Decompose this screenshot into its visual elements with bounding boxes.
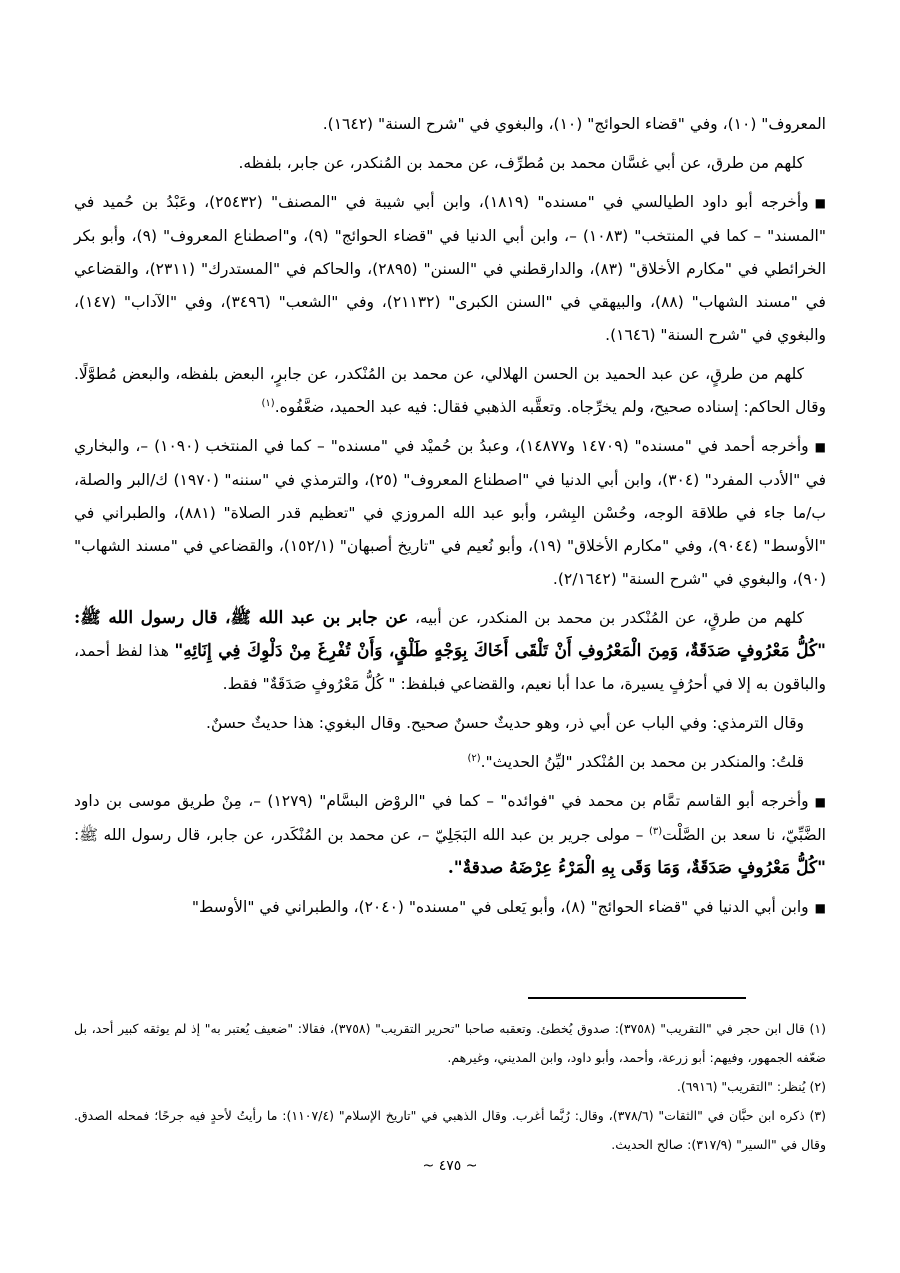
paragraph-9: ■وأخرجه أبو القاسم تمَّام بن محمد في "فوائده" – كما في "الروْض البسَّام" (١٢٧٩) –، مِنْ طريق موسى بن داود الضَّبِّيّ، نا سعد بن الصَّلْت$^{(٣)}$ – مولى جرير بن عبد الله البَجَلِيّ –، عن محمد بن المُنْكَدر، عن جابر، قال رسول الله ﷺ: "كُلُّ مَعْرُوفٍ صَدَقَةٌ، وَمَا وَقَى بِهِ الْمَرْءُ عِرْضَهُ صدقةٌ".: [74, 785, 826, 885]
footnote-3: (٣) ذكره ابن حبَّان في "الثقات" (٣٧٨/٦)، وقال: رُبَّما أغرب. وقال الذهبي في "تاريخ الإسلام" (١١٠٧/٤): ما رأيتُ لأحدٍ فيه جرحًا؛ فمحله الصدق. وقال في "السير" (٣١٧/٩): صالح الحديث.: [74, 1108, 826, 1152]
page-number: ~ ٤٧٥ ~: [422, 1158, 478, 1174]
footnote-1: (١) قال ابن حجر في "التقريب" (٣٧٥٨): صدوق يُخطئ. وتعقبه صاحبا "تحرير التقريب" (٣٧٥٨)، فقالا: "ضعيف يُعتبر به" إذ لم يوثقه كبير أحد، بل ضعّفه الجمهور، وفيهم: أبو زرعة، وأحمد، وأبو داود، وابن المديني، وغيرهم.: [74, 1021, 826, 1065]
paragraph-2: كلهم من طرق، عن أبي غسَّان محمد بن مُطرِّف، عن محمد بن المُنكدر، عن جابر، بلفظه.: [238, 154, 804, 172]
footnote-2: (٢) يُنظر: "التقريب" (٦٩١٦).: [676, 1079, 826, 1094]
footnotes: [74, 1014, 826, 1159]
paragraph-5: ■وأخرجه أحمد في "مسنده" (١٤٧٠٩ و١٤٨٧٧)، وعبدُ بن حُميْد في "مسنده" – كما في المنتخب (١٠٩٠) –، والبخاري في "الأدب المفرد" (٣٠٤)، وابن أبي الدنيا في "اصطناع المعروف" (٢٥)، والترمذي في "سننه" (١٩٧٠) ك/البر والصلة، ب/ما جاء في طلاقة الوجه، وحُسْن البِشر، وأبو عبد الله المروزي في "تعظيم قدر الصلاة" (٨٨١)، والطبراني في "الأوسط" (٩٠٤٤)، وفي "مكارم الأخلاق" (١٩)، وأبو نُعيم في "تاريخ أصبهان" (١٥٢/١)، والقضاعي في "مسند الشهاب" (٩٠)، والبغوي في "شرح السنة" (٢/١٦٤٢).: [74, 430, 826, 596]
footnote-ref-3[interactable]: (٣): [648, 825, 663, 837]
hadith-text: عن جابر بن عبد الله ﷺ، قال رسول الله ﷺ: "كُلُّ مَعْرُوفٍ صَدَقَةٌ، وَمِنَ الْمَعْرُوفِ أَنْ تَلْقَى أَخَاكَ بِوَجْهٍ طَلْقٍ، وَأَنْ تُفْرِغَ مِنْ دَلْوِكَ فِي إِنَائِهِ": [74, 608, 826, 661]
paragraph-7: وقال الترمذي: وفي الباب عن أبي ذر، وهو حديثٌ حسنٌ صحيح. وقال البغوي: هذا حديثٌ حسنٌ.: [206, 714, 804, 732]
footnote-ref-2[interactable]: (٢): [467, 752, 481, 764]
bullet-icon: ■: [814, 901, 826, 915]
main-text: [74, 108, 826, 931]
footnote-divider: [528, 997, 746, 999]
paragraph-8: قلتُ: والمنكدر بن محمد بن المُنْكدر "ليِّنُ الحديث".$^{(٢)}$: [467, 752, 804, 771]
hadith-text: "كُلُّ مَعْرُوفٍ صَدَقَةٌ، وَمَا وَقَى بِهِ الْمَرْءُ عِرْضَهُ صدقةٌ".: [447, 858, 826, 878]
paragraph-10: ■وابن أبي الدنيا في "قضاء الحوائج" (٨)، وأبو يَعلى في "مسنده" (٢٠٤٠)، والطبراني في "الأوسط": [74, 891, 826, 925]
bullet-icon: ■: [814, 440, 826, 454]
bullet-icon: ■: [814, 795, 826, 809]
paragraph-1: المعروف" (١٠)، وفي "قضاء الحوائج" (١٠)، والبغوي في "شرح السنة" (١٦٤٢).: [322, 115, 826, 133]
footnote-ref-1[interactable]: (١): [261, 397, 275, 409]
paragraph-6: كلهم من طرقٍ، عن المُنْكدر بن محمد بن المنكدر، عن أبيه، عن جابر بن عبد الله ﷺ، قال رسول الله ﷺ: "كُلُّ مَعْرُوفٍ صَدَقَةٌ، وَمِنَ الْمَعْرُوفِ أَنْ تَلْقَى أَخَاكَ بِوَجْهٍ طَلْقٍ، وَأَنْ تُفْرِغَ مِنْ دَلْوِكَ فِي إِنَائِهِ" هذا لفظ أحمد، والباقون به إلا في أحرُفٍ يسيرة، ما عدا أبا نعيم، والقضاعي فبلفظ: " كُلُّ مَعْرُوفٍ صَدَقَةٌ" فقط.: [74, 608, 826, 693]
bullet-icon: ■: [814, 196, 826, 210]
paragraph-3: ■وأخرجه أبو داود الطيالسي في "مسنده" (١٨١٩)، وابن أبي شيبة في "المصنف" (٢٥٤٣٢)، وعَبْدُ بن حُميد في "المسند" – كما في المنتخب" (١٠٨٣) –، وابن أبي الدنيا في "قضاء الحوائج" (٩)، و"اصطناع المعروف" (٩)، وأبو بكر الخرائطي في "مكارم الأخلاق" (٨٣)، والدارقطني في "السنن" (٢٨٩٥)، والحاكم في "المستدرك" (٢٣١١)، والقضاعي في "مسند الشهاب" (٨٨)، والبيهقي في "السنن الكبرى" (٢١١٣٢)، وفي "الشعب" (٣٤٩٦)، وفي "الآداب" (١٤٧)، والبغوي في "شرح السنة" (١٦٤٦).: [74, 186, 826, 352]
paragraph-4: كلهم من طرقٍ، عن عبد الحميد بن الحسن الهلالي، عن محمد بن المُنْكدر، عن جابرٍ، البعض بلفظه، والبعض مُطوَّلًا. وقال الحاكم: إسناده صحيح، ولم يخرِّجاه. وتعقَّبه الذهبي فقال: فيه عبد الحميد، ضعَّفُوه.$^{(١)}$: [74, 365, 826, 416]
